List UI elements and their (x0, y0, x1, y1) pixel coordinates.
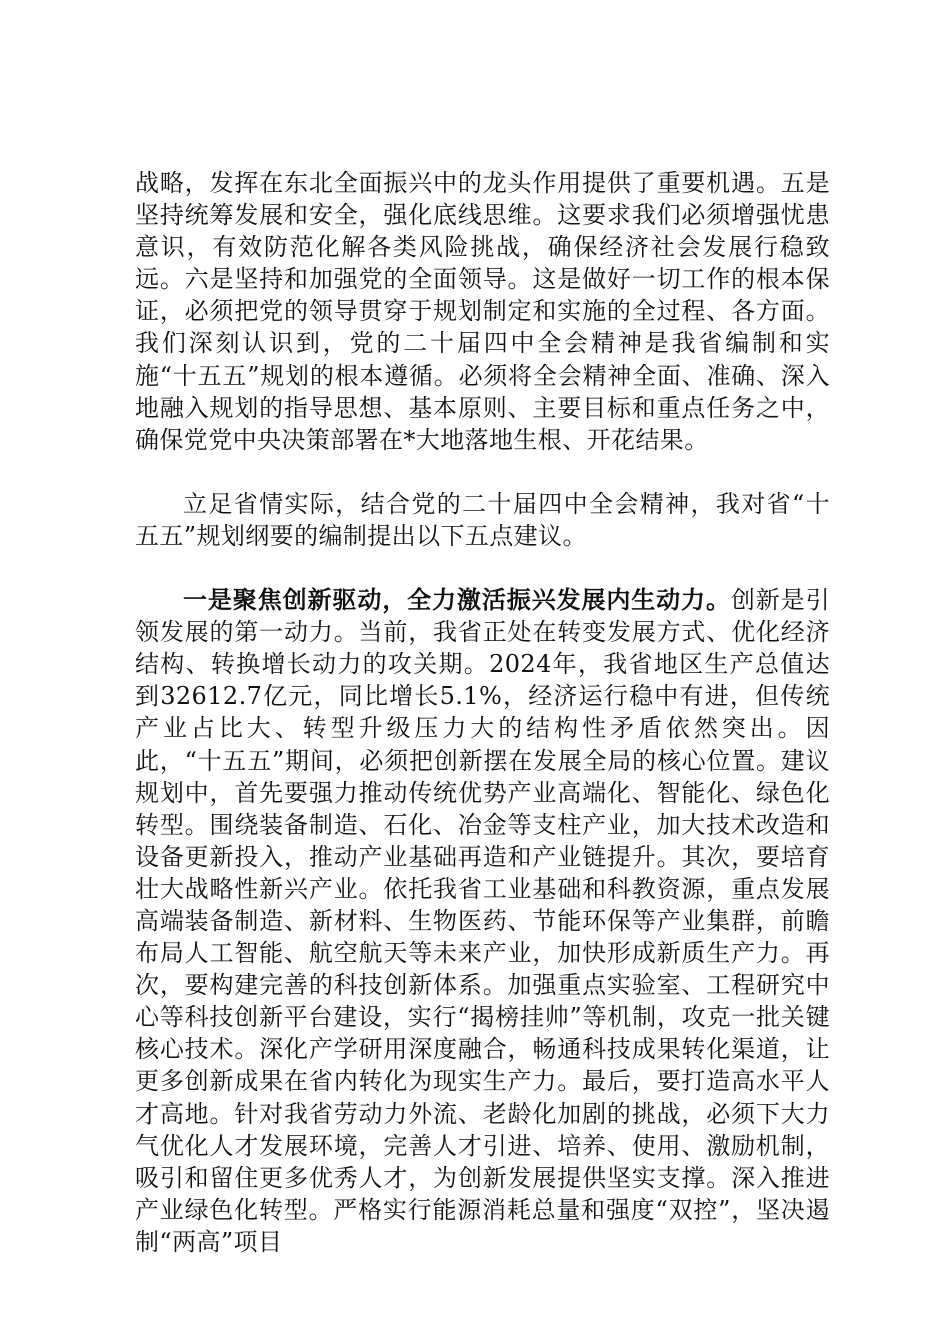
document-body (135, 167, 830, 1258)
paragraph-innovation-driven (135, 584, 830, 1258)
paragraph-heading: 一是聚焦创新驱动，全力激活振兴发展内生动力。 (183, 585, 731, 615)
paragraph-text: 立足省情实际，结合党的二十届四中全会精神，我对省“十五五”规划纲要的编制提出以下五点建议。 (135, 489, 830, 550)
paragraph-strategy-continuation (135, 167, 830, 456)
paragraph-suggestions-intro (135, 488, 830, 552)
paragraph-text: 战略，发挥在东北全面振兴中的龙头作用提供了重要机遇。五是坚持统筹发展和安全，强化底线思维。这要求我们必须增强忧患意识，有效防范化解各类风险挑战，确保经济社会发展行稳致远。六是坚持和加强党的全面领导。这是做好一切工作的根本保证，必须把党的领导贯穿于规划制定和实施的全过程、各方面。我们深刻认识到，党的二十届四中全会精神是我省编制和实施“十五五”规划的根本遵循。必须将全会精神全面、准确、深入地融入规划的指导思想、基本原则、主要目标和重点任务之中，确保党党中央决策部署在*大地落地生根、开花结果。 (135, 169, 830, 454)
paragraph-text: 创新是引领发展的第一动力。当前，我省正处在转变发展方式、优化经济结构、转换增长动力的攻关期。2024年，我省地区生产总值达到32612.7亿元，同比增长5.1%，经济运行稳中有进，但传统产业占比大、转型升级压力大的结构性矛盾依然突出。因此，“十五五”期间，必须把创新摆在发展全局的核心位置。建议规划中，首先要强力推动传统优势产业高端化、智能化、绿色化转型。围绕装备制造、石化、冶金等支柱产业，加大技术改造和设备更新投入，推动产业基础再造和产业链提升。其次，要培育壮大战略性新兴产业。依托我省工业基础和科教资源，重点发展高端装备制造、新材料、生物医药、节能环保等产业集群，前瞻布局人工智能、航空航天等未来产业，加快形成新质生产力。再次，要构建完善的科技创新体系。加强重点实验室、工程研究中心等科技创新平台建设，实行“揭榜挂帅”等机制，攻克一批关键核心技术。深化产学研用深度融合，畅通科技成果转化渠道，让更多创新成果在省内转化为现实生产力。最后，要打造高水平人才高地。针对我省劳动力外流、老龄化加剧的挑战，必须下大力气优化人才发展环境，完善人才引进、培养、使用、激励机制，吸引和留住更多优秀人才，为创新发展提供坚实支撑。深入推进产业绿色化转型。严格实行能源消耗总量和强度“双控”，坚决遏制“两高”项目 (135, 586, 830, 1256)
